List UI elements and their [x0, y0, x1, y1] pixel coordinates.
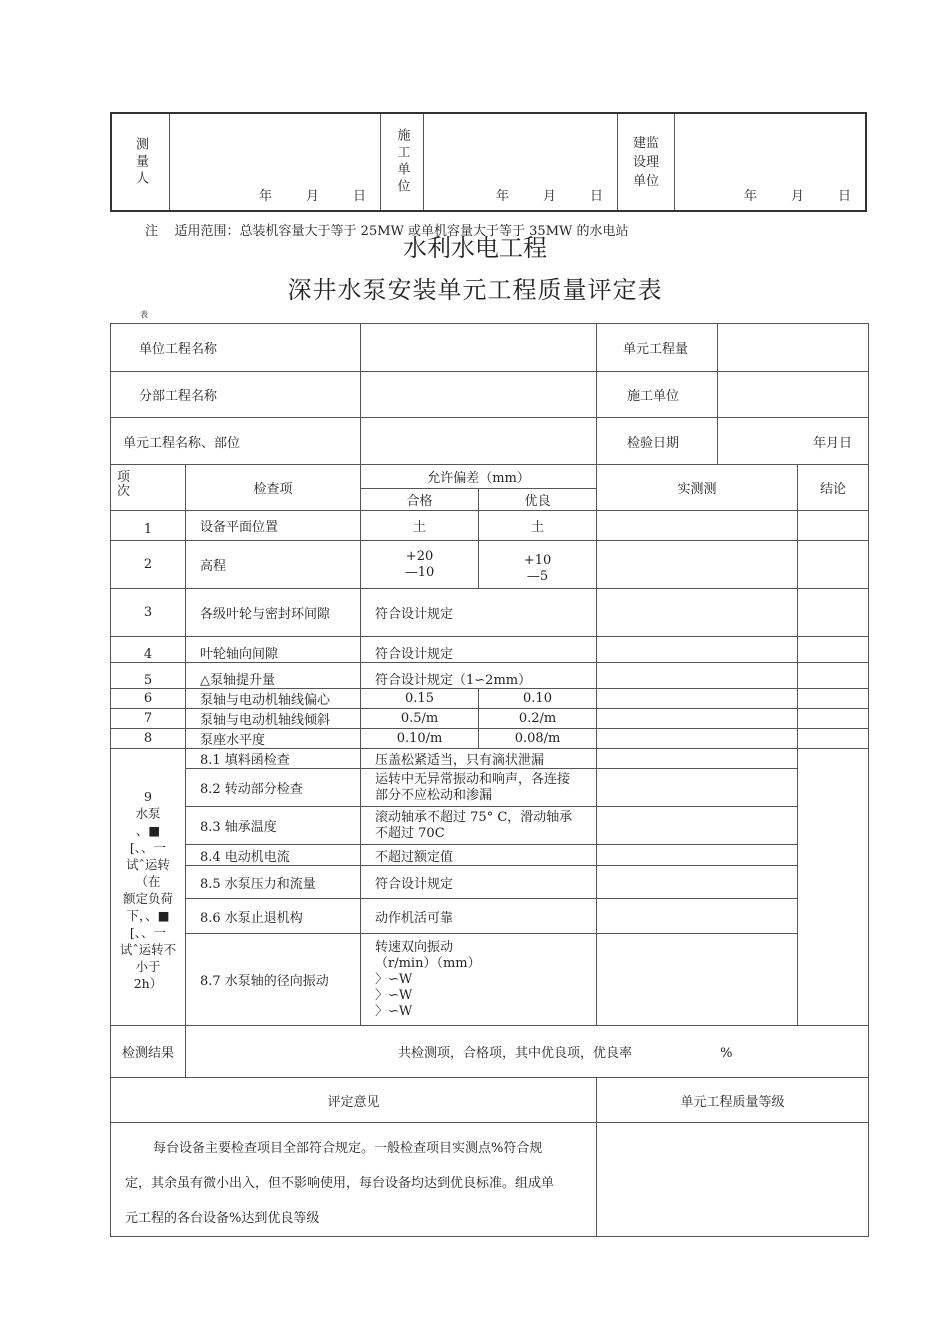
note-text: 适用范围：总装机容量大于等于 25MW 或单机容量大于等于 35MW 的水电站	[174, 224, 629, 239]
group9-requirement: 压盖松紧适当，只有滴状泄漏	[361, 749, 597, 769]
row-qualified: 土	[361, 511, 479, 541]
row-item: 设备平面位置	[186, 511, 361, 541]
supervisor-sign-area[interactable]	[675, 113, 867, 211]
opinion-text: 每台设备主要检查项目全部符合规定。一般检查项目实测点%符合规定，其余虽有微小出入，但不影响使用，每台设备均达到优良标准。组成单元工程的各台设备%达到优良等级	[111, 1123, 597, 1237]
construction-unit-label: 施工单位	[597, 372, 718, 418]
construction-unit-value[interactable]	[718, 372, 869, 418]
row-conclusion[interactable]	[798, 541, 869, 589]
row-qualified: +20 —10	[361, 541, 479, 589]
group9-requirement: 转速双向振动 （r/min）（mm） 〉∽W 〉∽W 〉∽W	[361, 934, 597, 1026]
row-requirement: 符合设计规定	[361, 637, 597, 663]
result-label: 检测结果	[111, 1026, 186, 1078]
row-item: △泵轴提升量	[186, 663, 361, 689]
day-text: 日	[837, 189, 851, 204]
row-requirement: 符合设计规定（1∽2mm）	[361, 663, 597, 689]
opinion-label: 评定意见	[111, 1078, 597, 1123]
supervisor-cell	[618, 113, 675, 211]
row-measured[interactable]	[597, 729, 798, 749]
unit-project-name-value[interactable]	[361, 324, 597, 372]
measurer-sign-area[interactable]	[170, 113, 381, 211]
row-excellent: 0.2/m	[479, 709, 597, 729]
row-conclusion[interactable]	[798, 689, 869, 709]
group9-label: 9 水泵 、■ [、、一 试ˆ运转 （在 额定负荷 下，、■ [、、一 试ˆ运转不 小于 2h）	[111, 749, 186, 1026]
page-title-line1: 水利水电工程	[403, 234, 547, 262]
col-excellent-header: 优良	[479, 489, 597, 511]
row-conclusion[interactable]	[798, 663, 869, 689]
row-measured[interactable]	[597, 541, 798, 589]
row-conclusion[interactable]	[798, 511, 869, 541]
unit-quantity-label: 单元工程量	[597, 324, 718, 372]
group9-requirement: 运转中无异常振动和响声，各连接部分不应松动和渗漏	[361, 769, 597, 807]
year-text: 年	[495, 189, 509, 204]
measurer-cell	[111, 113, 170, 211]
row-item: 泵座水平度	[186, 729, 361, 749]
col-qualified-header: 合格	[361, 489, 479, 511]
group9-requirement: 滚动轴承不超过 75° C，滑动轴承不超过 70C	[361, 807, 597, 845]
row-requirement: 符合设计规定	[361, 589, 597, 637]
row-excellent: 土	[479, 511, 597, 541]
row-measured[interactable]	[597, 637, 798, 663]
measurer-label: 测量人	[133, 136, 148, 188]
group9-item: 8.1 填料函检查	[186, 749, 361, 769]
row-measured[interactable]	[597, 689, 798, 709]
row-excellent: 0.10	[479, 689, 597, 709]
result-text: 共检测项，合格项，其中优良项，优良率	[398, 1046, 633, 1061]
division-name-label: 分部工程名称	[111, 372, 361, 418]
group9-requirement: 动作机活可靠	[361, 899, 597, 934]
col-no-header: 项 次	[111, 465, 186, 511]
col-item-header: 检查项	[186, 465, 361, 511]
page-title-line2: 深井水泵安装单元工程质量评定表	[287, 276, 663, 304]
row-item: 泵轴与电动机轴线偏心	[186, 689, 361, 709]
row-excellent: 0.08/m	[479, 729, 597, 749]
group9-measured[interactable]	[597, 899, 798, 934]
group9-item: 8.7 水泵轴的径向振动	[186, 934, 361, 1026]
row-conclusion[interactable]	[798, 637, 869, 663]
group9-item: 8.5 水泵压力和流量	[186, 866, 361, 899]
element-name-value[interactable]	[361, 418, 597, 465]
group9-measured[interactable]	[597, 845, 798, 866]
row-item: 各级叶轮与密封环间隙	[186, 589, 361, 637]
day-text: 日	[589, 189, 603, 204]
supervisor-label: 建监设理单位	[632, 135, 659, 189]
col-measured-header: 实测测	[597, 465, 798, 511]
row-no: 8	[111, 729, 186, 749]
row-excellent: +10 —5	[479, 541, 597, 589]
row-qualified: 0.15	[361, 689, 479, 709]
row-no: 6	[111, 689, 186, 709]
group9-item: 8.2 转动部分检查	[186, 769, 361, 807]
year-text: 年	[743, 189, 757, 204]
group9-item: 8.6 水泵止退机构	[186, 899, 361, 934]
group9-conclusion[interactable]	[798, 749, 869, 1026]
element-name-label: 单元工程名称、部位	[111, 418, 361, 465]
col-conclusion-header: 结论	[798, 465, 869, 511]
group9-item: 8.4 电动机电流	[186, 845, 361, 866]
group9-measured[interactable]	[597, 807, 798, 845]
grade-value[interactable]	[597, 1123, 869, 1237]
constructor-sign-area[interactable]	[424, 113, 618, 211]
note-label: 注	[145, 224, 159, 239]
unit-project-name-label: 单位工程名称	[111, 324, 361, 372]
month-text: 月	[305, 189, 319, 204]
form-mark: 表	[140, 310, 148, 319]
assessment-table	[110, 323, 869, 1237]
group9-measured[interactable]	[597, 749, 798, 769]
month-text: 月	[790, 189, 804, 204]
constructor-label: 施工单位	[394, 128, 410, 196]
row-qualified: 0.5/m	[361, 709, 479, 729]
inspection-date-value[interactable]: 年月日	[718, 418, 869, 465]
row-no: 7	[111, 709, 186, 729]
signature-table	[110, 112, 867, 212]
group9-item: 8.3 轴承温度	[186, 807, 361, 845]
group9-requirement: 符合设计规定	[361, 866, 597, 899]
row-no: 2	[111, 541, 186, 589]
inspection-date-label: 检验日期	[597, 418, 718, 465]
row-item: 叶轮轴向间隙	[186, 637, 361, 663]
row-no: 4	[111, 637, 186, 663]
row-no: 3	[111, 589, 186, 637]
division-name-value[interactable]	[361, 372, 597, 418]
constructor-cell	[381, 113, 424, 211]
row-item: 泵轴与电动机轴线倾斜	[186, 709, 361, 729]
row-measured[interactable]	[597, 511, 798, 541]
row-conclusion[interactable]	[798, 589, 869, 637]
row-no: 5	[111, 663, 186, 689]
result-percent: %	[720, 1046, 733, 1061]
row-no: 1	[111, 511, 186, 541]
row-item: 高程	[186, 541, 361, 589]
row-conclusion[interactable]	[798, 729, 869, 749]
grade-label: 单元工程质量等级	[597, 1078, 869, 1123]
group9-measured[interactable]	[597, 769, 798, 807]
unit-quantity-value[interactable]	[718, 324, 869, 372]
col-tolerance-header: 允许偏差（mm）	[361, 465, 597, 489]
month-text: 月	[542, 189, 556, 204]
group9-measured[interactable]	[597, 934, 798, 1026]
row-measured[interactable]	[597, 663, 798, 689]
row-measured[interactable]	[597, 589, 798, 637]
row-qualified: 0.10/m	[361, 729, 479, 749]
group9-measured[interactable]	[597, 866, 798, 899]
result-cell	[186, 1026, 869, 1078]
row-conclusion[interactable]	[798, 709, 869, 729]
group9-requirement: 不超过额定值	[361, 845, 597, 866]
day-text: 日	[352, 189, 366, 204]
row-measured[interactable]	[597, 709, 798, 729]
year-text: 年	[258, 189, 272, 204]
